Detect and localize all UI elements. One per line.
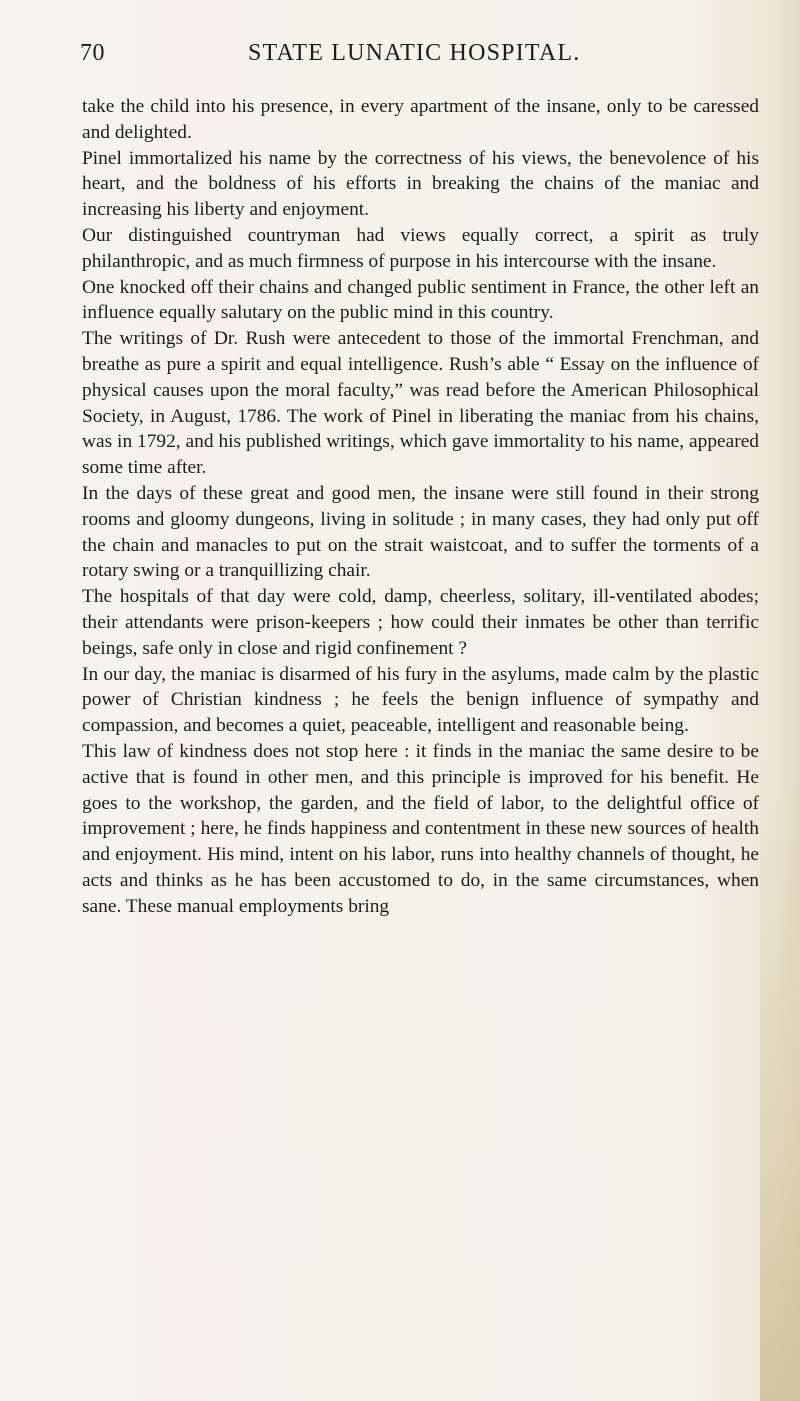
page-edge-stain [760,751,800,1401]
paragraph-our-day: In our day, the maniac is disarmed of his fury in the asylums, made calm by the plastic power of Christian kindness ; he feels the benign influence of sympathy and compassion, and becomes a quiet, peaceable, intelligent and reasonable being. [82,663,759,737]
paragraph-pinel: Pinel immortalized his name by the correctness of his views, the benevolence of his heart, and the boldness of his efforts in breaking the chains of the maniac and increasing his liberty and enjoyment. [82,147,759,221]
paragraph-hospitals: The hospitals of that day were cold, damp, cheerless, solitary, ill-ventilated abodes; their attendants were prison-keepers ; how could their inmates be other than terrific beings, safe only in close and rigid confinement ? [82,586,759,659]
body-text [82,94,759,920]
paragraph-chains: One knocked off their chains and changed public sentiment in France, the other left an influence equally salutary on the public mind in this country. [82,276,759,324]
paragraph-continuation: take the child into his presence, in every apartment of the insane, only to be caressed and delighted. [82,96,759,143]
paragraph-rush: The writings of Dr. Rush were antecedent to those of the immortal Frenchman, and breathe as pure a spirit and equal intelligence. Rush’s able “ Essay on the influence of physical causes upon the moral faculty,” was read before the American Philosophical Society, in August, 1786. The work of Pinel in liberating the maniac from his chains, was in 1792, and his published writings, which gave immortality to his name, appeared some time after. [82,328,759,479]
paragraph-countryman: Our distinguished countryman had views equally correct, a spirit as truly philanthropic, and as much firmness of purpose in his intercourse with the insane. [82,224,759,272]
paragraph-kindness: This law of kindness does not stop here : it finds in the maniac the same desire to be active that is found in other men, and this principle is improved for his benefit. He goes to the workshop, the garden, and the field of labor, to the delightful office of improvement ; here, he finds happiness and contentment in these new sources of health and enjoyment. His mind, intent on his labor, runs into healthy channels of thought, he acts and thinks as he has been accustomed to do, in the same circumstances, when sane. These manual employments bring [82,740,759,917]
paragraph-days: In the days of these great and good men, the insane were still found in their strong rooms and gloomy dungeons, living in solitude ; in many cases, they had only put off the chain and manacles to put on the strait waistcoat, and to suffer the torments of a rotary swing or a tranquillizing chair. [82,482,759,582]
page-number: 70 [80,40,105,66]
running-title: STATE LUNATIC HOSPITAL. [248,40,581,66]
running-head [80,40,740,80]
